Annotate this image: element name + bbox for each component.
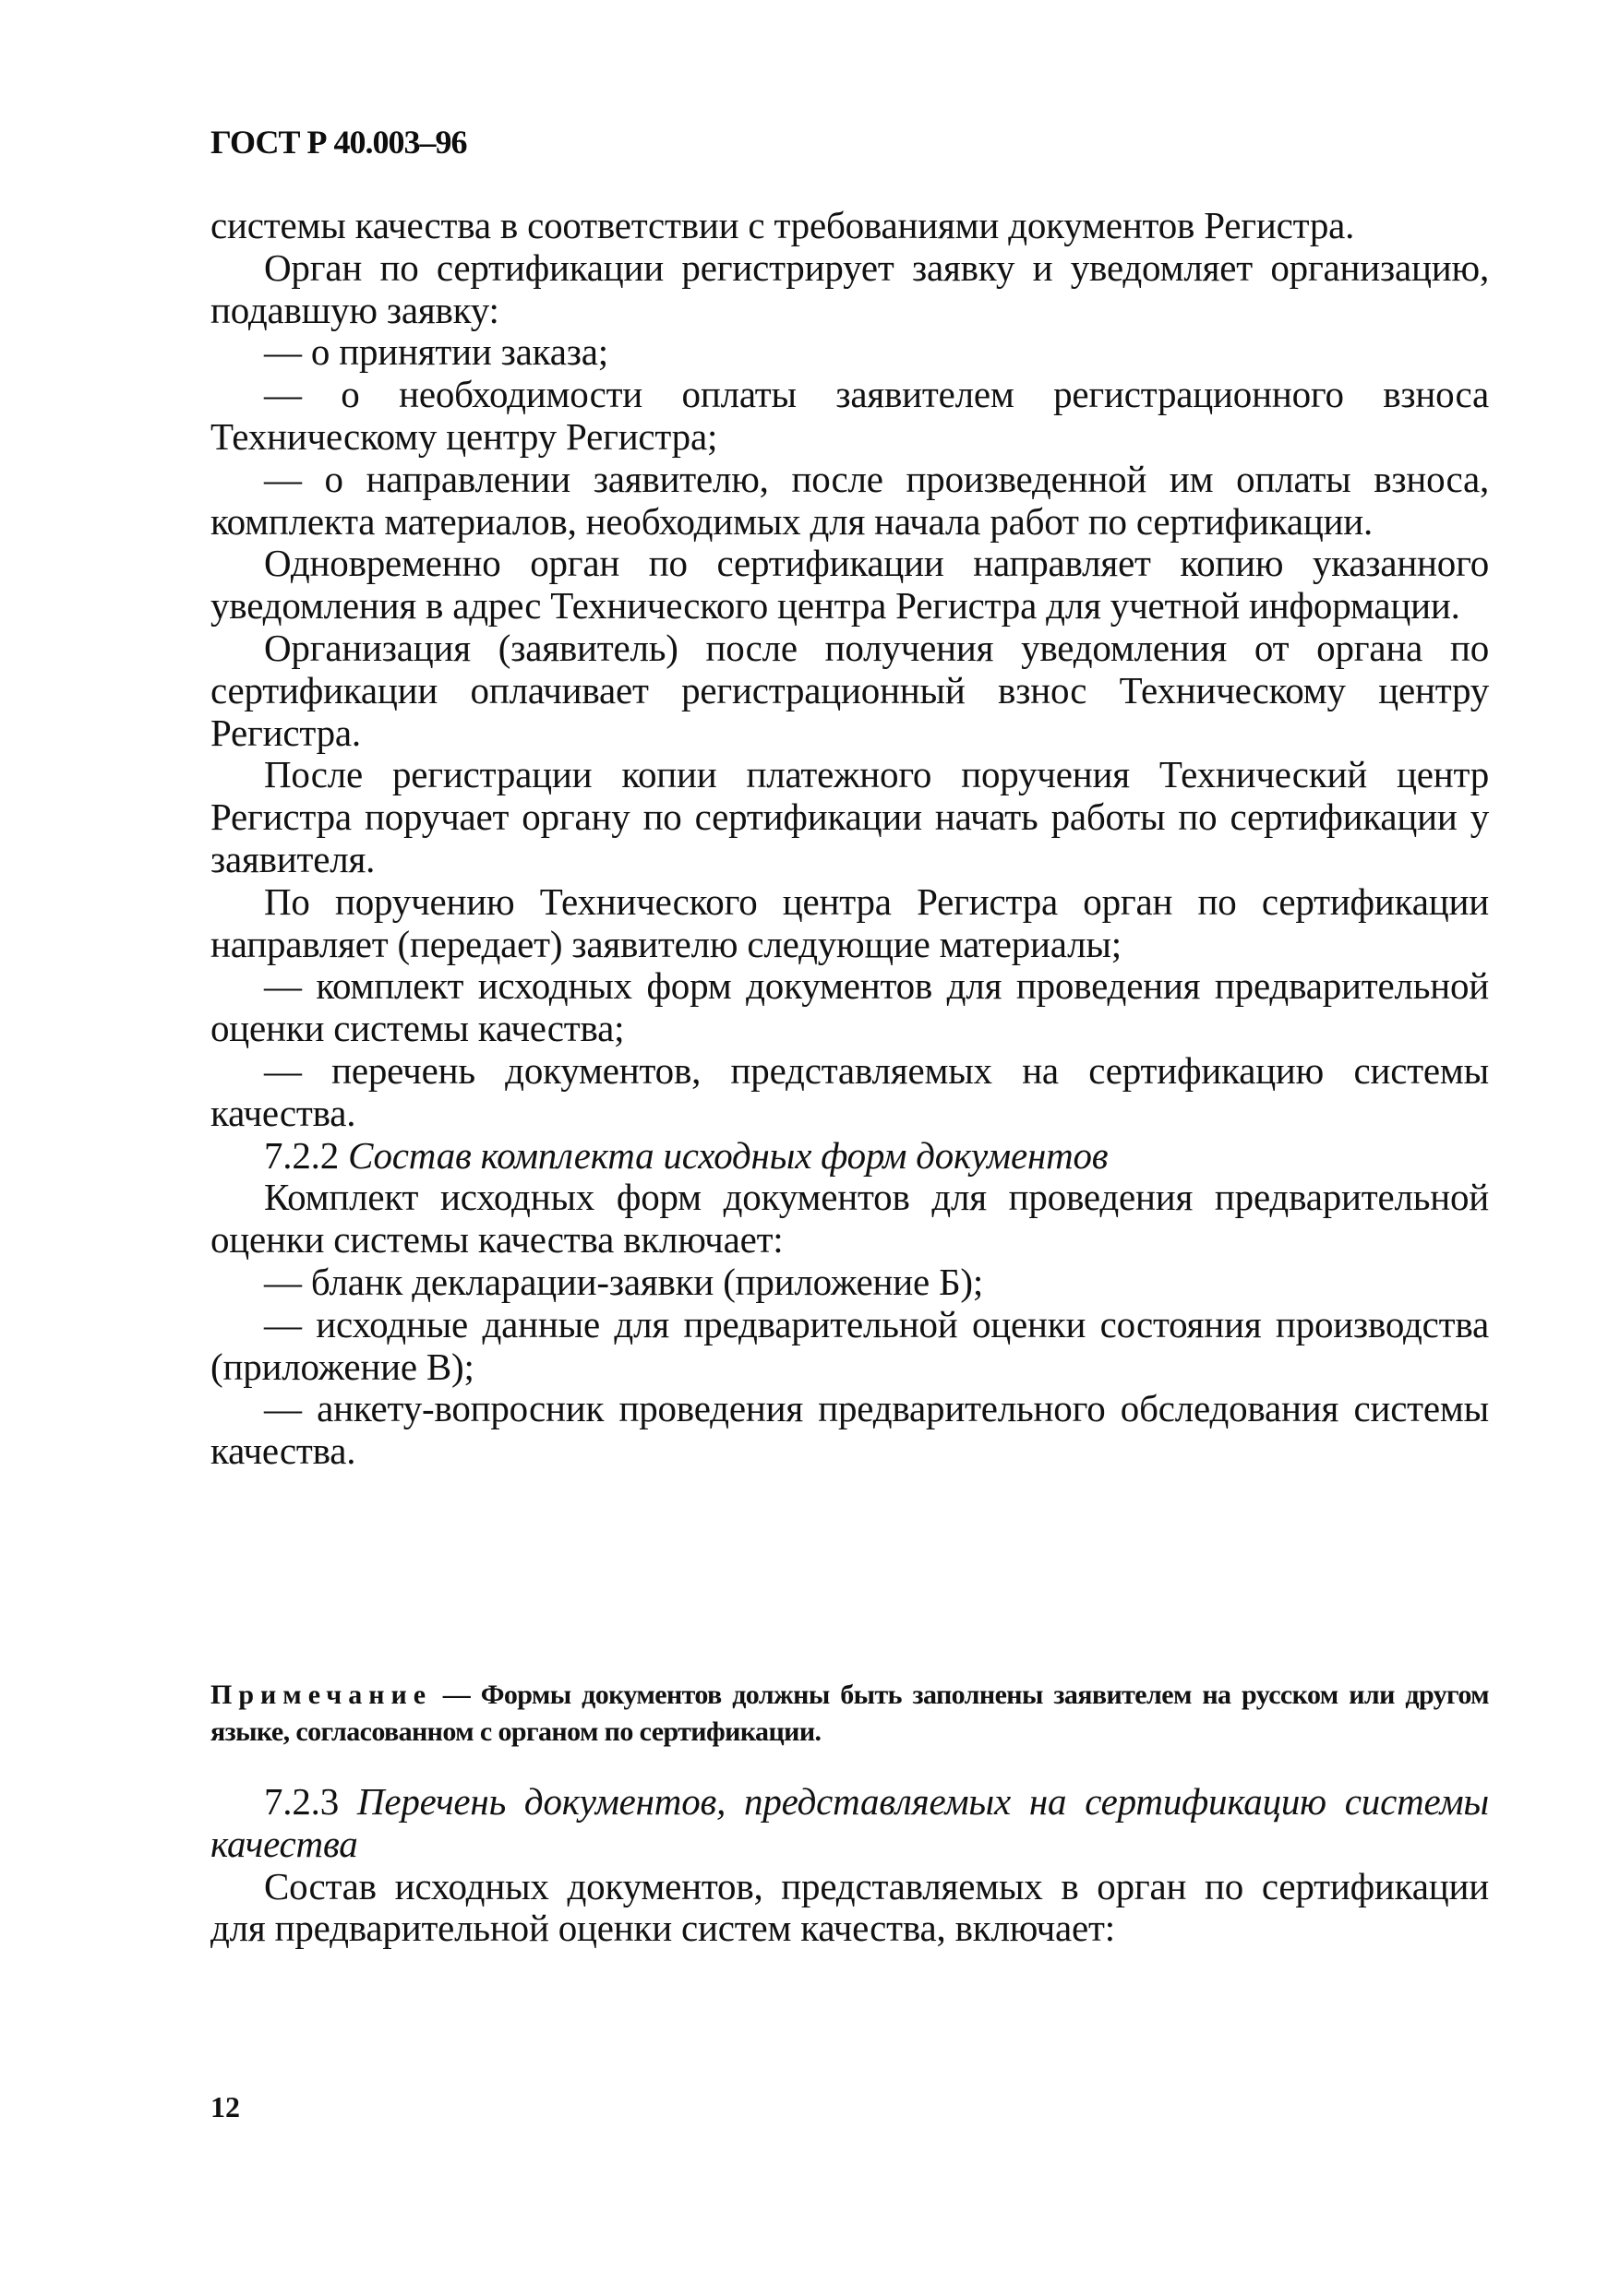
section-7-2-3 [210, 1781, 1489, 1950]
list-item: — перечень документов, представляемых на сертификацию системы качества. [210, 1048, 1489, 1134]
note-text: — Формы документов должны быть заполнены заявителем на русском или другом языке, согласованном с органом по сертификации. [210, 1680, 1489, 1747]
section-title: Состав комплекта исходных форм документов [348, 1133, 1109, 1177]
paragraph: Комплект исходных форм документов для проведения предварительной оценки системы качества включает: [210, 1176, 1489, 1262]
note-block [210, 1677, 1489, 1751]
paragraph: Состав исходных документов, представляемых в орган по сертификации для предварительной оценки систем качества, включает: [210, 1864, 1489, 1950]
section-number: 7.2.3 [264, 1780, 340, 1823]
paragraph: системы качества в соответствии с требованиями документов Регистра. [210, 204, 1355, 246]
list-item: — о принятии заказа; [264, 330, 608, 374]
paragraph: После регистрации копии платежного поручения Технический центр Регистра поручает органу по сертификации начать работы по сертификации у заявителя. [210, 753, 1489, 880]
list-item: — о необходимости оплаты заявителем регистрационного взноса Техническому центру Регистра; [210, 373, 1489, 458]
list-item: — анкету-вопросник проведения предварительного обследования системы качества. [210, 1387, 1489, 1473]
page-number: 12 [210, 2090, 240, 2123]
main-body-text [210, 205, 1489, 1473]
paragraph: Одновременно орган по сертификации направляет копию указанного уведомления в адрес Технического центра Регистра для учетной информации. [210, 542, 1489, 628]
list-item: — о направлении заявителю, после произведенной им оплаты взноса, комплекта материалов, необходимых для начала работ по сертификации. [210, 457, 1489, 543]
section-title: Перечень документов, представляемых на сертификацию системы качества [210, 1780, 1489, 1865]
paragraph: Организация (заявитель) после получения уведомления от органа по сертификации оплачивает регистрационный взнос Техническому центру Регистра. [210, 626, 1489, 754]
list-item: — исходные данные для предварительной оценки состояния производства (приложение В); [210, 1302, 1489, 1388]
section-number: 7.2.2 [264, 1133, 340, 1177]
paragraph: Орган по сертификации регистрирует заявку и уведомляет организацию, подавшую заявку: [210, 245, 1489, 331]
section-heading-7-2-3 [210, 1781, 1489, 1866]
list-item: — комплект исходных форм документов для проведения предварительной оценки системы качества; [210, 964, 1489, 1050]
list-item: — бланк декларации-заявки (приложение Б); [264, 1260, 984, 1303]
section-heading-7-2-2 [210, 1135, 1489, 1178]
paragraph: По поручению Технического центра Регистра орган по сертификации направляет (передает) заявителю следующие материалы; [210, 879, 1489, 965]
standard-header: ГОСТ Р 40.003–96 [210, 124, 467, 161]
note-label: Примечание [210, 1680, 433, 1710]
